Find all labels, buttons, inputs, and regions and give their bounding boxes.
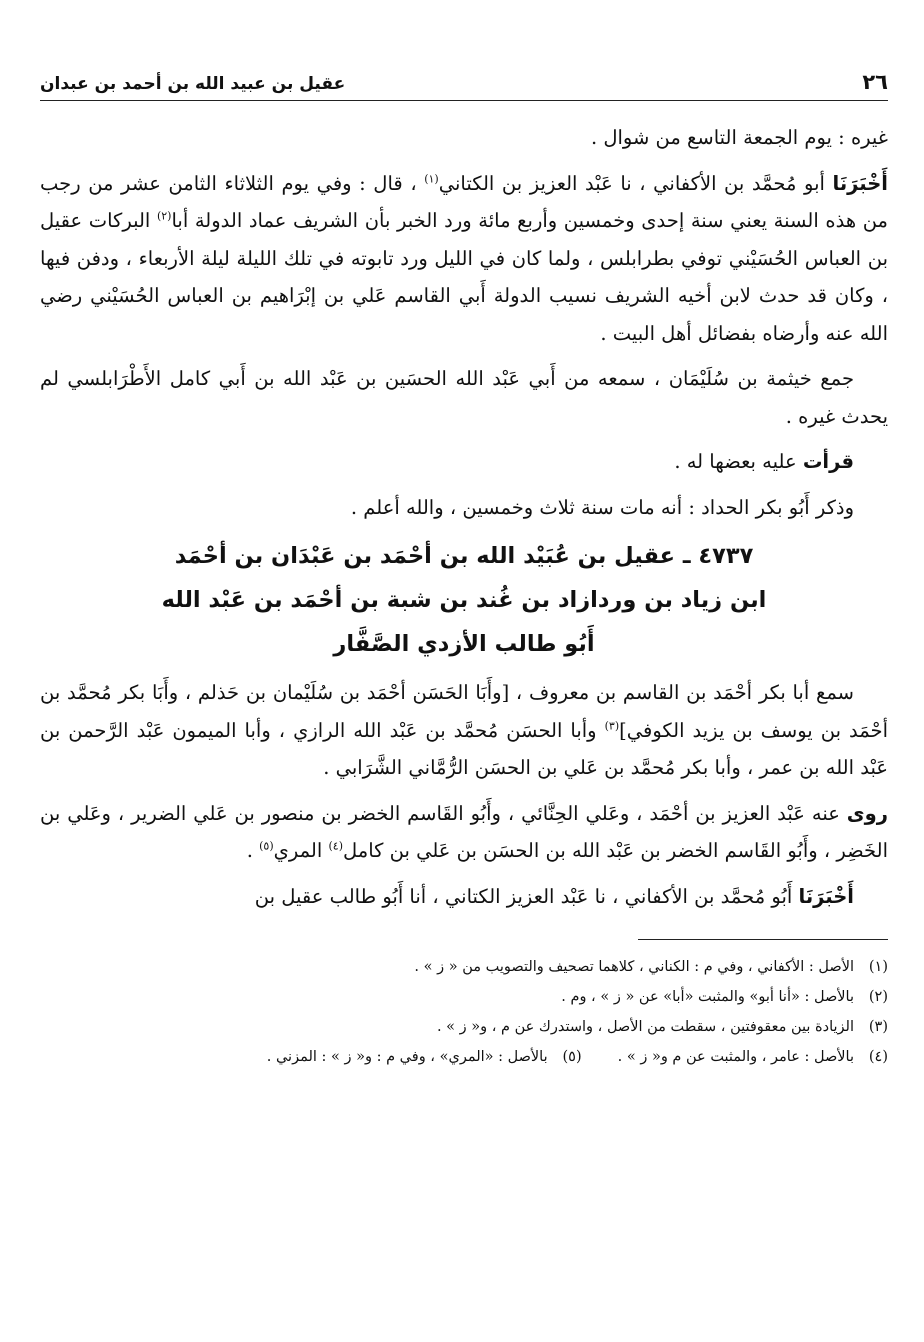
footnote-1 (40, 952, 888, 982)
entry-title-line-2: ابن زياد بن وردازاد بن غُند بن شبة بن أحْمَد بن عَبْد الله (161, 587, 767, 613)
footnote-4 (618, 1042, 888, 1072)
footnote-3-text: الزيادة بين معقوفتين ، سقطت من الأصل ، واستدرك عن م ، و« ز » . (436, 1019, 854, 1035)
paragraph-6-text-b: وأبا الحسَن مُحمَّد بن عَبْد الله الرازي ، وأبا الميمون عَبْد الرَّحمن بن عَبْد الله بن عمر ، وأبا بكر مُحمَّد بن عَلي بن الحسَن الرُّمَّاني الشَّرَابي . (40, 718, 888, 779)
paragraph-5 (40, 489, 888, 527)
page-body (40, 119, 888, 915)
entry-title-line-1: ٤٧٣٧ ـ عقيل بن عُبَيْد الله بن أحْمَد بن عَبْدَان بن أحْمَد (174, 543, 754, 569)
paragraph-4-text: عليه بعضها له . (674, 450, 803, 473)
rawa-keyword: روى (846, 801, 888, 825)
footnote-2 (40, 982, 888, 1012)
footnote-ref-3: (٣) (604, 719, 620, 732)
footnote-2-text: بالأصل : «أنا أبو» والمثبت «أبا» عن « ز » ، وم . (561, 989, 854, 1005)
footnote-1-text: الأصل : الأكفاني ، وفي م : الكناني ، كلاهما تصحيف والتصويب من « ز » . (414, 959, 854, 975)
footnote-divider (638, 939, 888, 940)
paragraph-1-text: غيره : يوم الجمعة التاسع من شوال . (590, 126, 888, 149)
entry-title-line-3: أَبُو طالب الأزدي الصَّفَّار (333, 631, 595, 657)
footnote-2-number: (٢) (868, 989, 888, 1005)
page-number: ٢٦ (862, 70, 888, 94)
akhbarana-keyword: أَخْبَرَنَا (832, 171, 888, 195)
paragraph-2-text-b: ، قال : وفي يوم الثلاثاء الثامن عشر من رجب من هذه السنة يعني سنة إحدى وخمسين وأربع مائة ورد الخبر بأن الشريف عماد الدولة أبا (40, 171, 888, 232)
paragraph-6 (40, 674, 888, 787)
paragraph-1 (40, 119, 888, 157)
paragraph-3-text: جمع خيثمة بن سُلَيْمَان ، سمعه من أَبي عَبْد الله الحسَين بن عَبْد الله بن أَبي كامل الأَطْرَابلسي لم يحدث غيره . (40, 367, 888, 428)
footnote-row-4-5 (40, 1042, 888, 1072)
paragraph-4 (40, 443, 888, 481)
footnote-ref-4: (٤) (328, 839, 343, 853)
paragraph-8-text: أَبُو مُحمَّد بن الأكفاني ، نا عَبْد العزيز الكتاني ، أنا أَبُو طالب عقيل بن (254, 884, 799, 908)
paragraph-7-text-c: . (246, 839, 260, 862)
paragraph-2-text-c: البركات عقيل بن العباس الحُسَيْني توفي بطرابلس ، ولما كان في الليل ورد تابوته في تلك الليلة ليلة الأربعاء ، ودفن فيها ، وكان قد حدث لابن أخيه الشريف نسيب الدولة أَبي القاسم عَلي بن إبْرَاهيم بن العباس الحُسَيْني رضي الله عنه وأرضاه بفضائل أهل البيت . (40, 209, 888, 345)
footnote-3 (40, 1012, 888, 1042)
book-page (40, 60, 888, 1072)
footnote-3-number: (٣) (868, 1019, 888, 1035)
paragraph-7 (40, 795, 888, 870)
paragraph-8 (40, 878, 888, 916)
footnote-ref-2: (٢) (156, 209, 172, 223)
paragraph-2 (40, 165, 888, 353)
paragraph-7-text-b: المري (273, 839, 329, 862)
paragraph-6-text-a: سمع أبا بكر أحْمَد بن القاسم بن معروف ، [وأَبَا الحَسَن أحْمَد بن سُلَيْمان بن حَذلم ، وأَبَا بكر مُحمَّد بن أحْمَد بن يوسف بن يزيد الكوفي] (40, 681, 888, 742)
running-title: عقيل بن عبيد الله بن أحمد بن عبدان (40, 74, 346, 94)
footnote-1-number: (١) (868, 959, 888, 975)
footnote-4-text: بالأصل : عامر ، والمثبت عن م و« ز » . (617, 1049, 854, 1065)
footnote-ref-5: (٥) (259, 839, 274, 853)
paragraph-2-text-a: أبو مُحمَّد بن الأكفاني ، نا عَبْد العزيز بن الكتاني (438, 171, 833, 195)
footnote-4-number: (٤) (868, 1049, 888, 1065)
footnote-ref-1: (١) (424, 172, 439, 185)
entry-title (40, 534, 888, 666)
footnote-5-text: بالأصل : «المري» ، وفي م : و« ز » : المزني . (266, 1049, 548, 1065)
paragraph-3 (40, 360, 888, 435)
qaraatu-keyword: قرأت (802, 450, 854, 473)
akhbarana-keyword-2: أَخْبَرَنَا (798, 884, 854, 908)
paragraph-5-text: وذكر أَبُو بكر الحداد : أنه مات سنة ثلاث وخمسين ، والله أعلم . (350, 495, 854, 519)
paragraph-7-text-a: عنه عَبْد العزيز بن أحْمَد ، وعَلي الحِنَّائي ، وأَبُو القَاسم الخضر بن منصور بن عَلي الضرير ، وعَلي بن الخَضِر ، وأَبُو القَاسم الخضر بن عَبْد الله بن الحسَن بن عَلي بن كامل (40, 801, 888, 862)
page-header (40, 60, 888, 101)
footnote-5-number: (٥) (562, 1049, 582, 1065)
footnotes (40, 952, 888, 1072)
footnote-5 (267, 1042, 582, 1072)
